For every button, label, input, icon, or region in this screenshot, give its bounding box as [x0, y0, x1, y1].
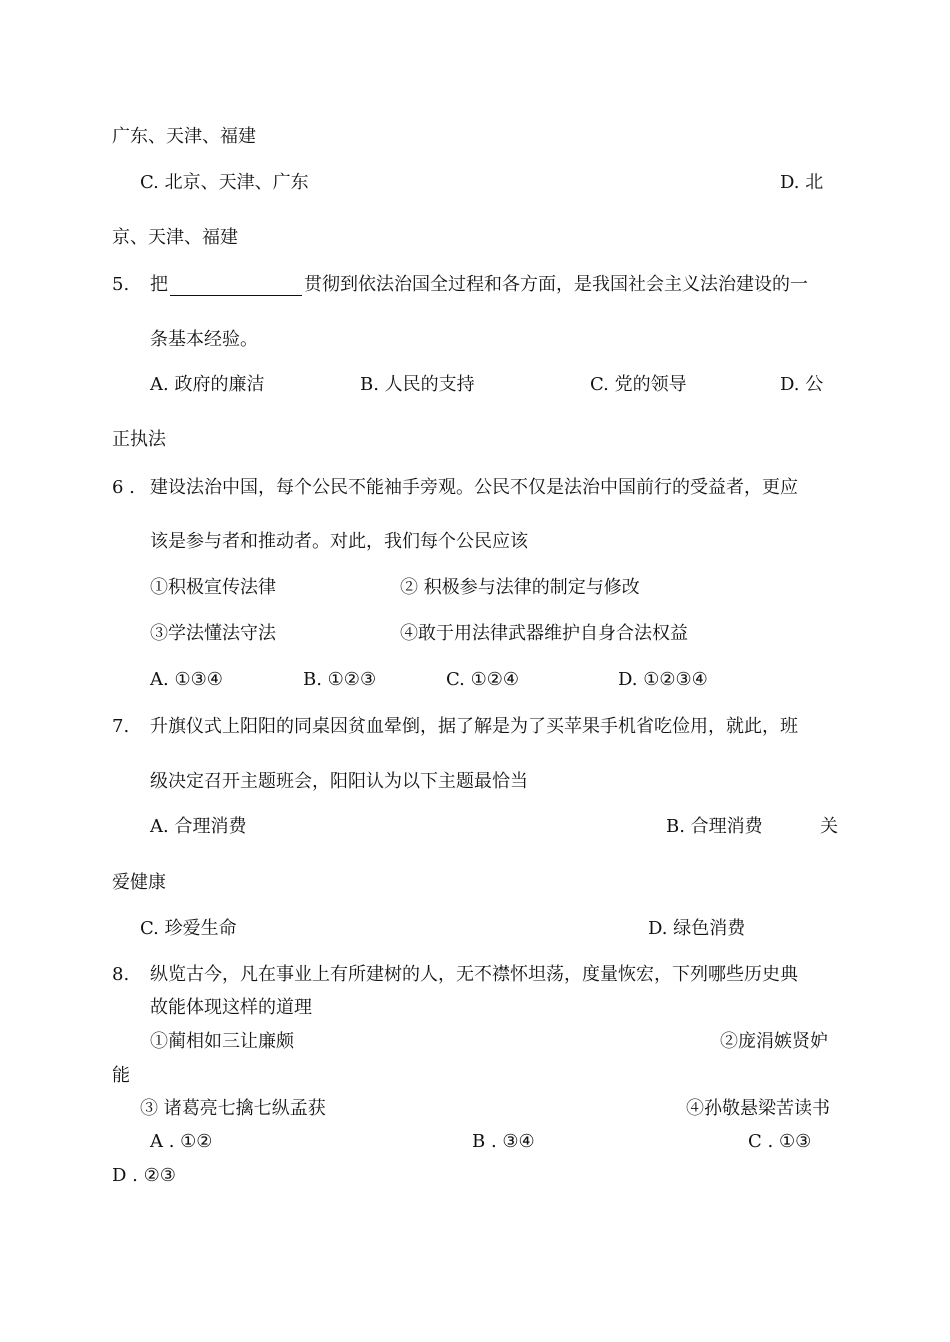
- q4-option-d-tail: 京、天津、福建: [112, 227, 238, 248]
- q8-option-b: B . ③④: [472, 1131, 535, 1152]
- q5-stem-line1: 贯彻到依法治国全过程和各方面，是我国社会主义法治建设的一: [304, 274, 808, 295]
- q4-option-d-head: D. 北: [780, 172, 824, 193]
- q6-option-b: B. ①②③: [303, 669, 377, 690]
- q8-option-c: C . ①③: [748, 1131, 812, 1152]
- q5-prefix: 把: [150, 274, 168, 295]
- q5-stem-line2: 条基本经验。: [150, 329, 258, 350]
- q5-option-d-head: D. 公: [780, 374, 824, 395]
- q7-option-a: A. 合理消费: [150, 816, 247, 837]
- q7-stem-line1: 升旗仪式上阳阳的同桌因贫血晕倒，据了解是为了买苹果手机省吃俭用，就此，班: [150, 716, 798, 737]
- q7-option-d: D. 绿色消费: [648, 918, 746, 939]
- q5-answer-blank: [170, 295, 302, 296]
- q7-option-c: C. 珍爱生命: [140, 918, 237, 939]
- q6-option-a: A. ①③④: [150, 669, 223, 690]
- q7-option-b-head: B. 合理消费: [666, 816, 763, 837]
- q5-option-a: A. 政府的廉洁: [150, 374, 265, 395]
- q5-number: 5.: [112, 274, 130, 295]
- q8-stem-line2: 故能体现这样的道理: [150, 997, 312, 1018]
- q7-number: 7.: [112, 716, 130, 737]
- q6-option-d: D. ①②③④: [618, 669, 708, 690]
- q6-item-2: ② 积极参与法律的制定与修改: [400, 577, 640, 598]
- q6-option-c: C. ①②④: [446, 669, 519, 690]
- q7-option-b-tail: 爱健康: [112, 872, 166, 893]
- q8-item-4: ④孙敬悬梁苦读书: [686, 1098, 830, 1119]
- q8-item-1: ①蔺相如三让廉颇: [150, 1031, 294, 1052]
- q8-stem-line1: 纵览古今，凡在事业上有所建树的人，无不襟怀坦荡，度量恢宏，下列哪些历史典: [150, 964, 798, 985]
- q5-option-b: B. 人民的支持: [360, 374, 475, 395]
- q6-item-4: ④敢于用法律武器维护自身合法权益: [400, 623, 688, 644]
- q8-option-d: D . ②③: [112, 1165, 176, 1186]
- q5-option-c: C. 党的领导: [590, 374, 687, 395]
- q5-option-d-tail: 正执法: [112, 429, 166, 450]
- q8-number: 8.: [112, 964, 130, 985]
- q6-number: 6 .: [112, 477, 135, 498]
- q8-item-2-head: ②庞涓嫉贤妒: [720, 1031, 828, 1052]
- q8-option-a: A . ①②: [150, 1131, 213, 1152]
- q8-item-2-tail: 能: [112, 1065, 130, 1086]
- q4-option-c: C. 北京、天津、广东: [140, 172, 309, 193]
- q8-item-3: ③ 诸葛亮七擒七纵孟获: [140, 1098, 326, 1119]
- q6-item-1: ①积极宣传法律: [150, 577, 276, 598]
- q6-item-3: ③学法懂法守法: [150, 623, 276, 644]
- q6-stem-line2: 该是参与者和推动者。对此，我们每个公民应该: [150, 531, 528, 552]
- q7-stem-line2: 级决定召开主题班会，阳阳认为以下主题最恰当: [150, 771, 528, 792]
- q7-option-b-end: 关: [820, 816, 838, 837]
- q4-continuation-line: 广东、天津、福建: [112, 126, 256, 147]
- q6-stem-line1: 建设法治中国，每个公民不能袖手旁观。公民不仅是法治中国前行的受益者，更应: [150, 477, 798, 498]
